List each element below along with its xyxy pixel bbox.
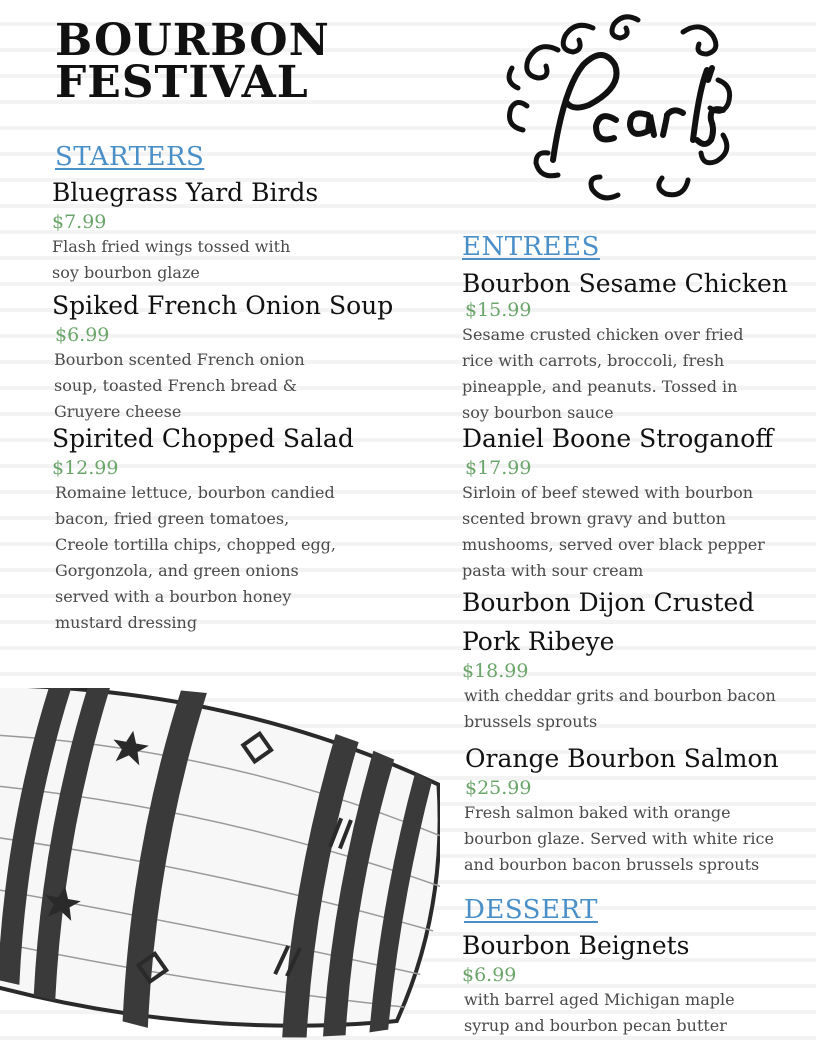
item-name: Pork Ribeye xyxy=(462,627,615,656)
desc-line: Romaine lettuce, bourbon candied xyxy=(55,483,335,502)
item-description xyxy=(54,347,305,425)
item-name: Spiked French Onion Soup xyxy=(52,291,394,320)
item-description xyxy=(462,322,743,426)
desc-line: bacon, fried green tomatoes, xyxy=(55,509,290,528)
desc-line: served with a bourbon honey xyxy=(55,587,292,606)
desc-line: and bourbon bacon brussels sprouts xyxy=(464,855,760,874)
desc-line: Bourbon scented French onion xyxy=(54,350,305,369)
desc-line: mustard dressing xyxy=(55,613,198,632)
item-name: Bluegrass Yard Birds xyxy=(52,178,319,207)
desc-line: pasta with sour cream xyxy=(462,561,644,580)
item-price: $12.99 xyxy=(52,457,119,479)
desc-line: with barrel aged Michigan maple xyxy=(464,990,735,1009)
item-name: Spirited Chopped Salad xyxy=(52,424,354,453)
desc-line: bourbon glaze. Served with white rice xyxy=(464,829,774,848)
section-heading-starters: STARTERS xyxy=(55,142,205,172)
item-name: Bourbon Sesame Chicken xyxy=(462,269,788,298)
desc-line: Sirloin of beef stewed with bourbon xyxy=(462,483,754,502)
desc-line: pineapple, and peanuts. Tossed in xyxy=(462,377,738,396)
desc-line: scented brown gravy and button xyxy=(462,509,726,528)
pearls-logo xyxy=(498,10,748,208)
item-name: Orange Bourbon Salmon xyxy=(465,744,779,773)
item-name: Daniel Boone Stroganoff xyxy=(462,424,774,453)
barrel-illustration xyxy=(0,688,440,1056)
desc-line: Gruyere cheese xyxy=(54,402,182,421)
item-price: $18.99 xyxy=(462,660,529,682)
desc-line: Sesame crusted chicken over fried xyxy=(462,325,744,344)
desc-line: syrup and bourbon pecan butter xyxy=(464,1016,727,1035)
item-name: Bourbon Beignets xyxy=(462,931,690,960)
item-description xyxy=(55,480,336,636)
item-description xyxy=(464,987,735,1039)
desc-line: soy bourbon sauce xyxy=(462,403,614,422)
item-description xyxy=(52,234,290,286)
item-price: $6.99 xyxy=(462,964,517,986)
desc-line: Gorgonzola, and green onions xyxy=(55,561,299,580)
item-price: $6.99 xyxy=(55,324,110,346)
desc-line: brussels sprouts xyxy=(464,712,598,731)
desc-line: with cheddar grits and bourbon bacon xyxy=(464,686,776,705)
item-price: $17.99 xyxy=(465,457,532,479)
menu-title xyxy=(55,15,330,108)
desc-line: soy bourbon glaze xyxy=(52,263,200,282)
desc-line: Flash fried wings tossed with xyxy=(52,237,291,256)
menu-title-line2: FESTIVAL xyxy=(55,57,309,108)
menu-item xyxy=(52,178,318,207)
desc-line: mushooms, served over black pepper xyxy=(462,535,765,554)
desc-line: Fresh salmon baked with orange xyxy=(464,803,731,822)
section-heading-dessert: DESSERT xyxy=(464,895,598,925)
item-price: $15.99 xyxy=(465,299,532,321)
desc-line: soup, toasted French bread & xyxy=(54,376,297,395)
section-heading-entrees: ENTREES xyxy=(462,232,600,262)
item-price: $25.99 xyxy=(465,777,532,799)
item-description xyxy=(462,480,765,584)
desc-line: rice with carrots, broccoli, fresh xyxy=(462,351,725,370)
desc-line: Creole tortilla chips, chopped egg, xyxy=(55,535,337,554)
item-price: $7.99 xyxy=(52,211,107,233)
item-name: Bourbon Dijon Crusted xyxy=(462,588,755,617)
menu-title-line1: BOURBON xyxy=(55,15,330,66)
item-description xyxy=(464,683,776,735)
item-description xyxy=(464,800,774,878)
